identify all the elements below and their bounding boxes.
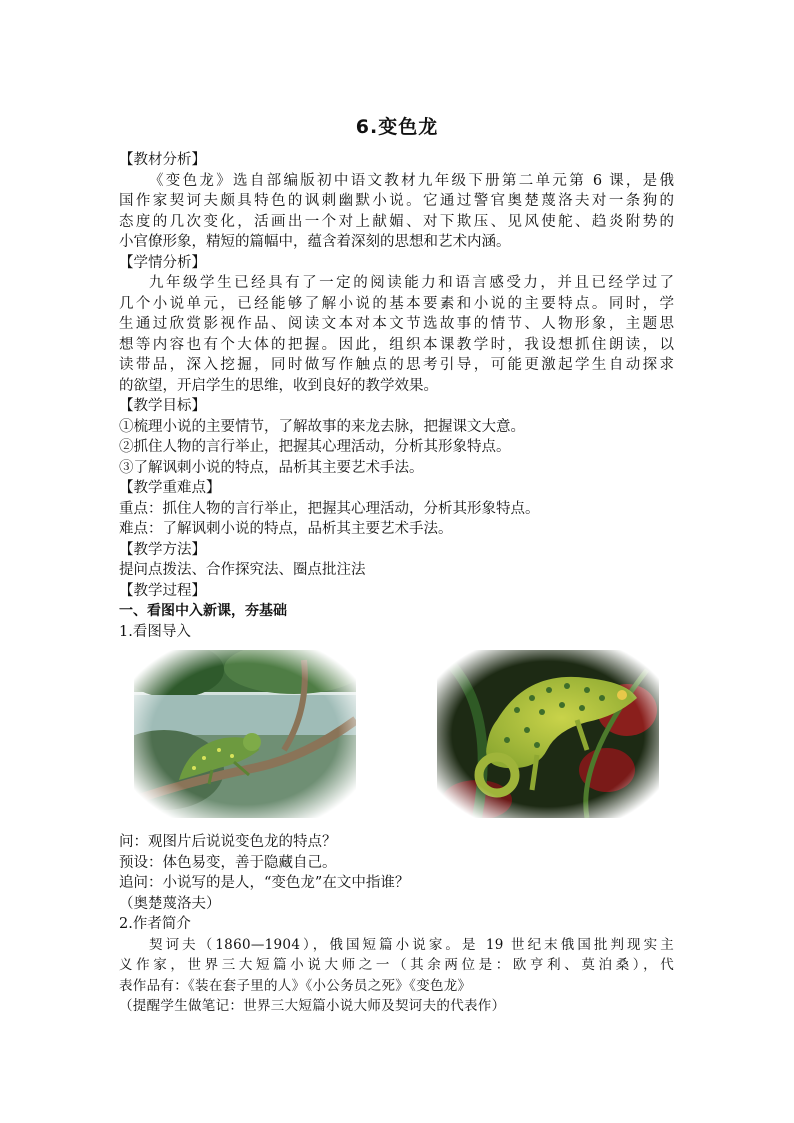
question-text: 问：观图片后说说变色龙的特点？ bbox=[119, 834, 337, 850]
methods-text: 提问点拨法、合作探究法、圈点批注法 bbox=[119, 562, 366, 578]
spotted-chameleon-photo bbox=[437, 650, 659, 818]
key-point-item: 重点：抓住人物的言行举止，把握其心理活动，分析其形象特点。 bbox=[119, 500, 540, 517]
section-heading-key-points: 【教学重难点】 bbox=[119, 480, 221, 496]
key-point-item: 难点：了解讽刺小说的特点，品析其主要艺术手法。 bbox=[119, 521, 453, 537]
paragraph-line: 国作家契诃夫颇具特色的讽刺幽默小说。它通过警官奥楚蔑洛夫对一条狗的 bbox=[119, 193, 674, 209]
goal-item: ③了解讽刺小说的特点，品析其主要艺术手法。 bbox=[119, 459, 424, 476]
paragraph-line: 想等内容也有个大体的把握。因此，组织本课教学时，我设想抓住朗读，以 bbox=[119, 336, 674, 353]
paragraph-line: 《变色龙》选自部编版初中语文教材九年级下册第二单元第 6 课，是俄 bbox=[149, 172, 674, 189]
note-text: （提醒学生做笔记：世界三大短篇小说大师及契诃夫的代表作） bbox=[119, 998, 506, 1014]
section-heading-student-analysis: 【学情分析】 bbox=[119, 254, 206, 271]
preset-answer: 预设：体色易变，善于隐藏自己。 bbox=[119, 854, 337, 871]
paragraph-line: 几个小说单元，已经能够了解小说的基本要素和小说的主要特点。同时，学 bbox=[119, 295, 674, 312]
paragraph-line: 的欲望，开启学生的思维，收到良好的教学效果。 bbox=[119, 377, 438, 394]
goal-item: ①梳理小说的主要情节，了解故事的来龙去脉，把握课文大意。 bbox=[119, 418, 525, 435]
process-step: 1.看图导入 bbox=[119, 623, 191, 640]
chameleon-on-branch-photo bbox=[134, 650, 356, 818]
section-heading-goals: 【教学目标】 bbox=[119, 398, 206, 414]
document-body bbox=[119, 150, 674, 1017]
paragraph-line: 读带品，深入挖掘，同时做写作触点的思考引导，可能更激起学生自动探求 bbox=[119, 357, 674, 373]
follow-up-question: 追问：小说写的是人，“变色龙”在文中指谁？ bbox=[119, 875, 410, 891]
paragraph-line: 小官僚形象，精短的篇幅中，蕴含着深刻的思想和艺术内涵。 bbox=[119, 234, 511, 250]
paragraph-line: 态度的几次变化，活画出一个对上献媚、对下欺压、见风使舵、趋炎附势的 bbox=[119, 213, 674, 230]
process-step: 2.作者简介 bbox=[119, 916, 191, 932]
page-title: 6.变色龙 bbox=[355, 116, 439, 138]
section-heading-process: 【教学过程】 bbox=[119, 582, 206, 599]
author-intro-line: 契诃夫（1860—1904），俄国短篇小说家。是 19 世纪末俄国批判现实主 bbox=[149, 936, 674, 953]
chameleon-photos bbox=[119, 650, 674, 822]
section-heading-methods: 【教学方法】 bbox=[119, 541, 206, 558]
paragraph-line: 九年级学生已经具有了一定的阅读能力和语言感受力，并且已经学过了 bbox=[149, 275, 674, 291]
goal-item: ②抓住人物的言行举止，把握其心理活动，分析其形象特点。 bbox=[119, 439, 511, 455]
answer-text: （奥楚蔑洛夫） bbox=[119, 895, 221, 912]
paragraph-line: 生通过欣赏影视作品、阅读文本对本文节选故事的情节、人物形象，主题思 bbox=[119, 316, 674, 332]
process-part-heading: 一、看图中入新课，夯基础 bbox=[119, 603, 287, 619]
section-heading-textbook-analysis: 【教材分析】 bbox=[119, 152, 206, 168]
author-intro-line: 表作品有：《装在套子里的人》《小公务员之死》《变色龙》 bbox=[119, 977, 472, 994]
author-intro-line: 义作家，世界三大短篇小说大师之一（其余两位是：欧亨利、莫泊桑），代 bbox=[119, 957, 674, 973]
